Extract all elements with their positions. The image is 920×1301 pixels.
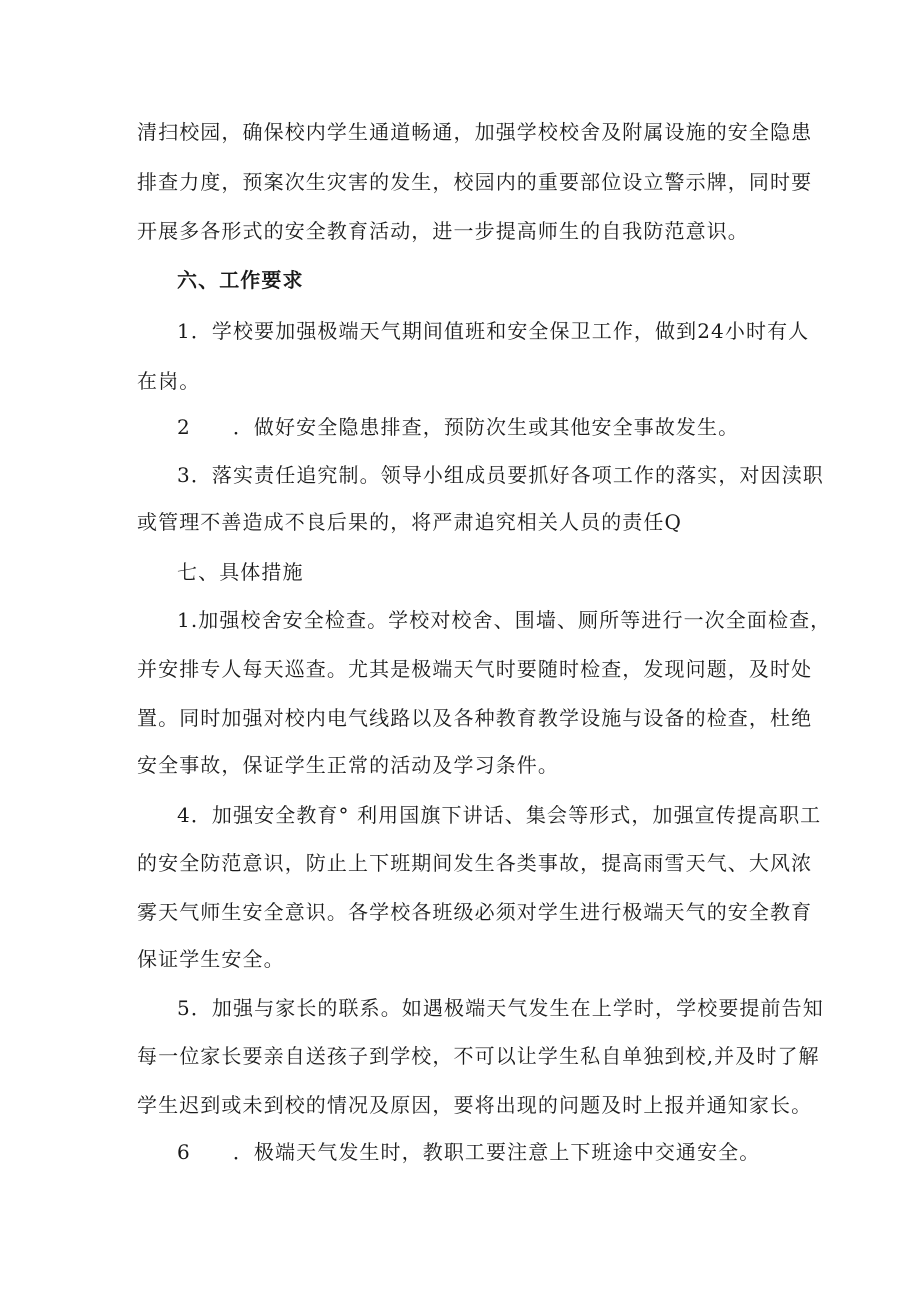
list-item-line: 的安全防范意识，防止上下班期间发生各类事故，提高雨雪天气、大风浓 [137, 851, 813, 875]
list-item-line: 或管理不善造成不良后果的，将严肃追究相关人员的责任Q [137, 510, 682, 534]
list-item-line: 置。同时加强对校内电气线路以及各种教育教学设施与设备的检查，杜绝 [137, 706, 813, 730]
list-item-text: ．极端天气发生时，教职工要注意上下班途中交通安全。 [232, 1140, 761, 1164]
list-item-line: 1.加强校舍安全检查。学校对校舍、围墙、厕所等进行一次全面检查， [177, 608, 832, 632]
list-item-line [177, 413, 739, 441]
paragraph-line: 排查力度，预案次生灾害的发生，校园内的重要部位设立警示牌，同时要 [137, 170, 813, 194]
list-item-line: 保证学生安全。 [137, 947, 285, 971]
list-item-line: 在岗。 [137, 369, 201, 393]
list-item-line: 学生迟到或未到校的情况及原因，要将出现的问题及时上报并通知家长。 [137, 1093, 813, 1117]
list-item-line [177, 1138, 760, 1166]
list-item-line: 雾天气师生安全意识。各学校各班级必须对学生进行极端天气的安全教育 [137, 900, 813, 924]
section-heading-work-requirements: 六、工作要求 [177, 268, 304, 292]
list-item-line: 安全事故，保证学生正常的活动及学习条件。 [137, 753, 559, 777]
list-item-line: 5．加强与家长的联系。如遇极端天气发生在上学时，学校要提前告知 [177, 996, 824, 1020]
list-item-text: ．做好安全隐患排查，预防次生或其他安全事故发生。 [232, 415, 740, 439]
list-item-line: 并安排专人每天巡查。尤其是极端天气时要随时检查，发现问题，及时处 [137, 657, 813, 681]
paragraph-line: 清扫校园，确保校内学生通道畅通，加强学校校舍及附属设施的安全隐患 [137, 120, 813, 144]
list-item-line: 每一位家长要亲自送孩子到学校，不可以让学生私自单独到校,并及时了解 [137, 1044, 820, 1068]
section-heading-specific-measures: 七、具体措施 [177, 560, 304, 584]
list-item-line: 3．落实责任追究制。领导小组成员要抓好各项工作的落实，对因渎职 [177, 463, 824, 487]
list-item-number: 2 [177, 415, 191, 439]
list-item-line: 4．加强安全教育° 利用国旗下讲话、集会等形式，加强宣传提高职工 [177, 803, 822, 827]
list-item-line: 1．学校要加强极端天气期间值班和安全保卫工作，做到24小时有人 [177, 319, 810, 343]
list-item-number: 6 [177, 1140, 191, 1164]
paragraph-line: 开展多各形式的安全教育活动，进一步提高师生的自我防范意识。 [137, 219, 749, 243]
